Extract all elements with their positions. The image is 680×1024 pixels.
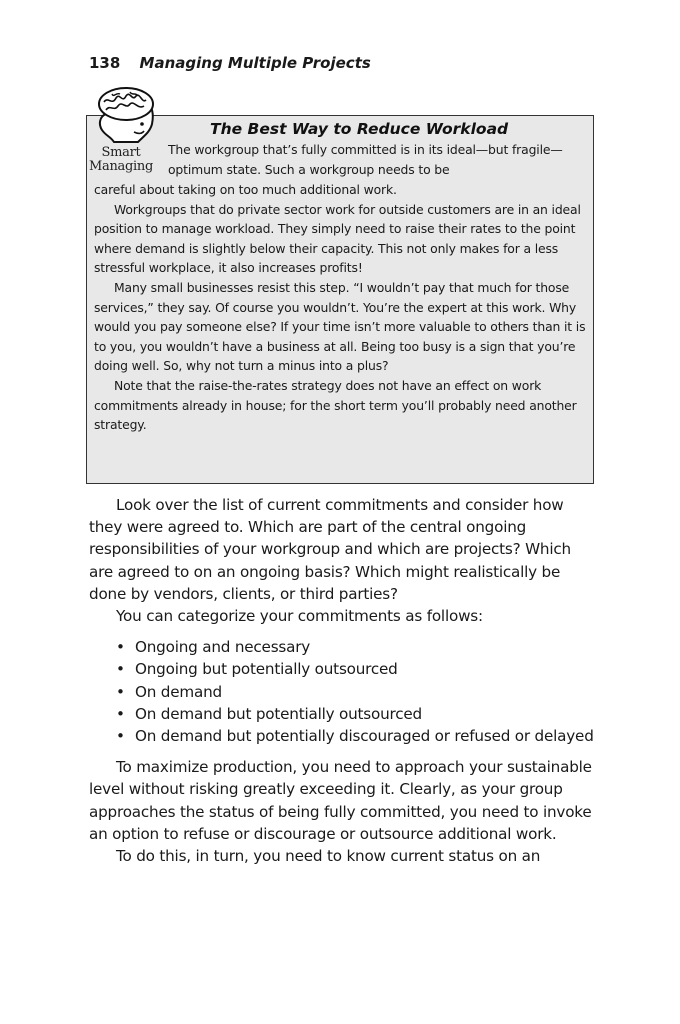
page-number: 138 <box>89 54 121 72</box>
list-item <box>116 681 597 703</box>
body-paragraph: To maximize production, you need to approach your sustainable level without risking greatly exceeding it. Clearly, as your group approaches the status of being fully committed, you need to invoke an option to refuse or discourage or outsource additional work. <box>89 758 592 843</box>
bullet: • <box>116 682 125 701</box>
list-item-text: On demand but potentially outsourced <box>135 704 422 723</box>
label-line-managing: Managing <box>89 159 153 174</box>
sidebar-first-paragraph-continuation: careful about taking on too much additional work. <box>94 182 397 197</box>
label-line-smart: Smart <box>101 145 141 160</box>
running-title: Managing Multiple Projects <box>139 54 371 72</box>
list-item <box>116 703 597 725</box>
list-item <box>116 636 597 658</box>
body-paragraph: To do this, in turn, you need to know current status on an <box>116 847 541 866</box>
list-item-text: On demand but potentially discouraged or refused or delayed <box>135 727 594 746</box>
bullet: • <box>116 638 125 657</box>
body-text <box>89 494 597 867</box>
list-item <box>116 658 597 680</box>
sidebar-first-paragraph-top: The workgroup that’s fully committed is in its ideal—but fragile—optimum state. Such a workgroup needs to be <box>168 142 563 177</box>
body-paragraph: You can categorize your commitments as follows: <box>116 607 483 626</box>
list-item-text: Ongoing and necessary <box>135 638 311 657</box>
sidebar-title: The Best Way to Reduce Workload <box>210 120 509 138</box>
sidebar-paragraph: Many small businesses resist this step. “I wouldn’t pay that much for those services,” they say. Of course you wouldn’t. You’re the expert at this work. Why would you pay someone else? If your time isn’t more valuable to others than it is to you, you wouldn’t have a business at all. Being too busy is a sign that you’re doing well. So, why not turn a minus into a plus? <box>94 279 586 374</box>
sidebar-paragraph: Note that the raise-the-rates strategy does not have an effect on work commitments already in house; for the short term you’ll probably need another strategy. <box>94 377 577 433</box>
list-item-text: On demand <box>135 682 222 701</box>
list-item-text: Ongoing but potentially outsourced <box>135 660 398 679</box>
running-header <box>89 54 371 72</box>
sidebar-body <box>94 180 590 435</box>
sidebar-paragraph: Workgroups that do private sector work for outside customers are in an ideal position to manage workload. They simply need to raise their rates to the point where demand is slightly below their capacity. This not only makes for a less stressful workplace, it also increases profits! <box>94 201 581 276</box>
commitment-list <box>89 636 597 747</box>
body-paragraph: Look over the list of current commitments and consider how they were agreed to. Which are part of the central ongoing responsibilities of your workgroup and which are projects? Which are agreed to on an ongoing basis? Which might realistically be done by vendors, clients, or third parties? <box>89 496 571 603</box>
bullet: • <box>116 727 125 746</box>
bullet: • <box>116 704 125 723</box>
bullet: • <box>116 660 125 679</box>
smart-managing-label <box>88 146 154 174</box>
list-item <box>116 725 597 747</box>
